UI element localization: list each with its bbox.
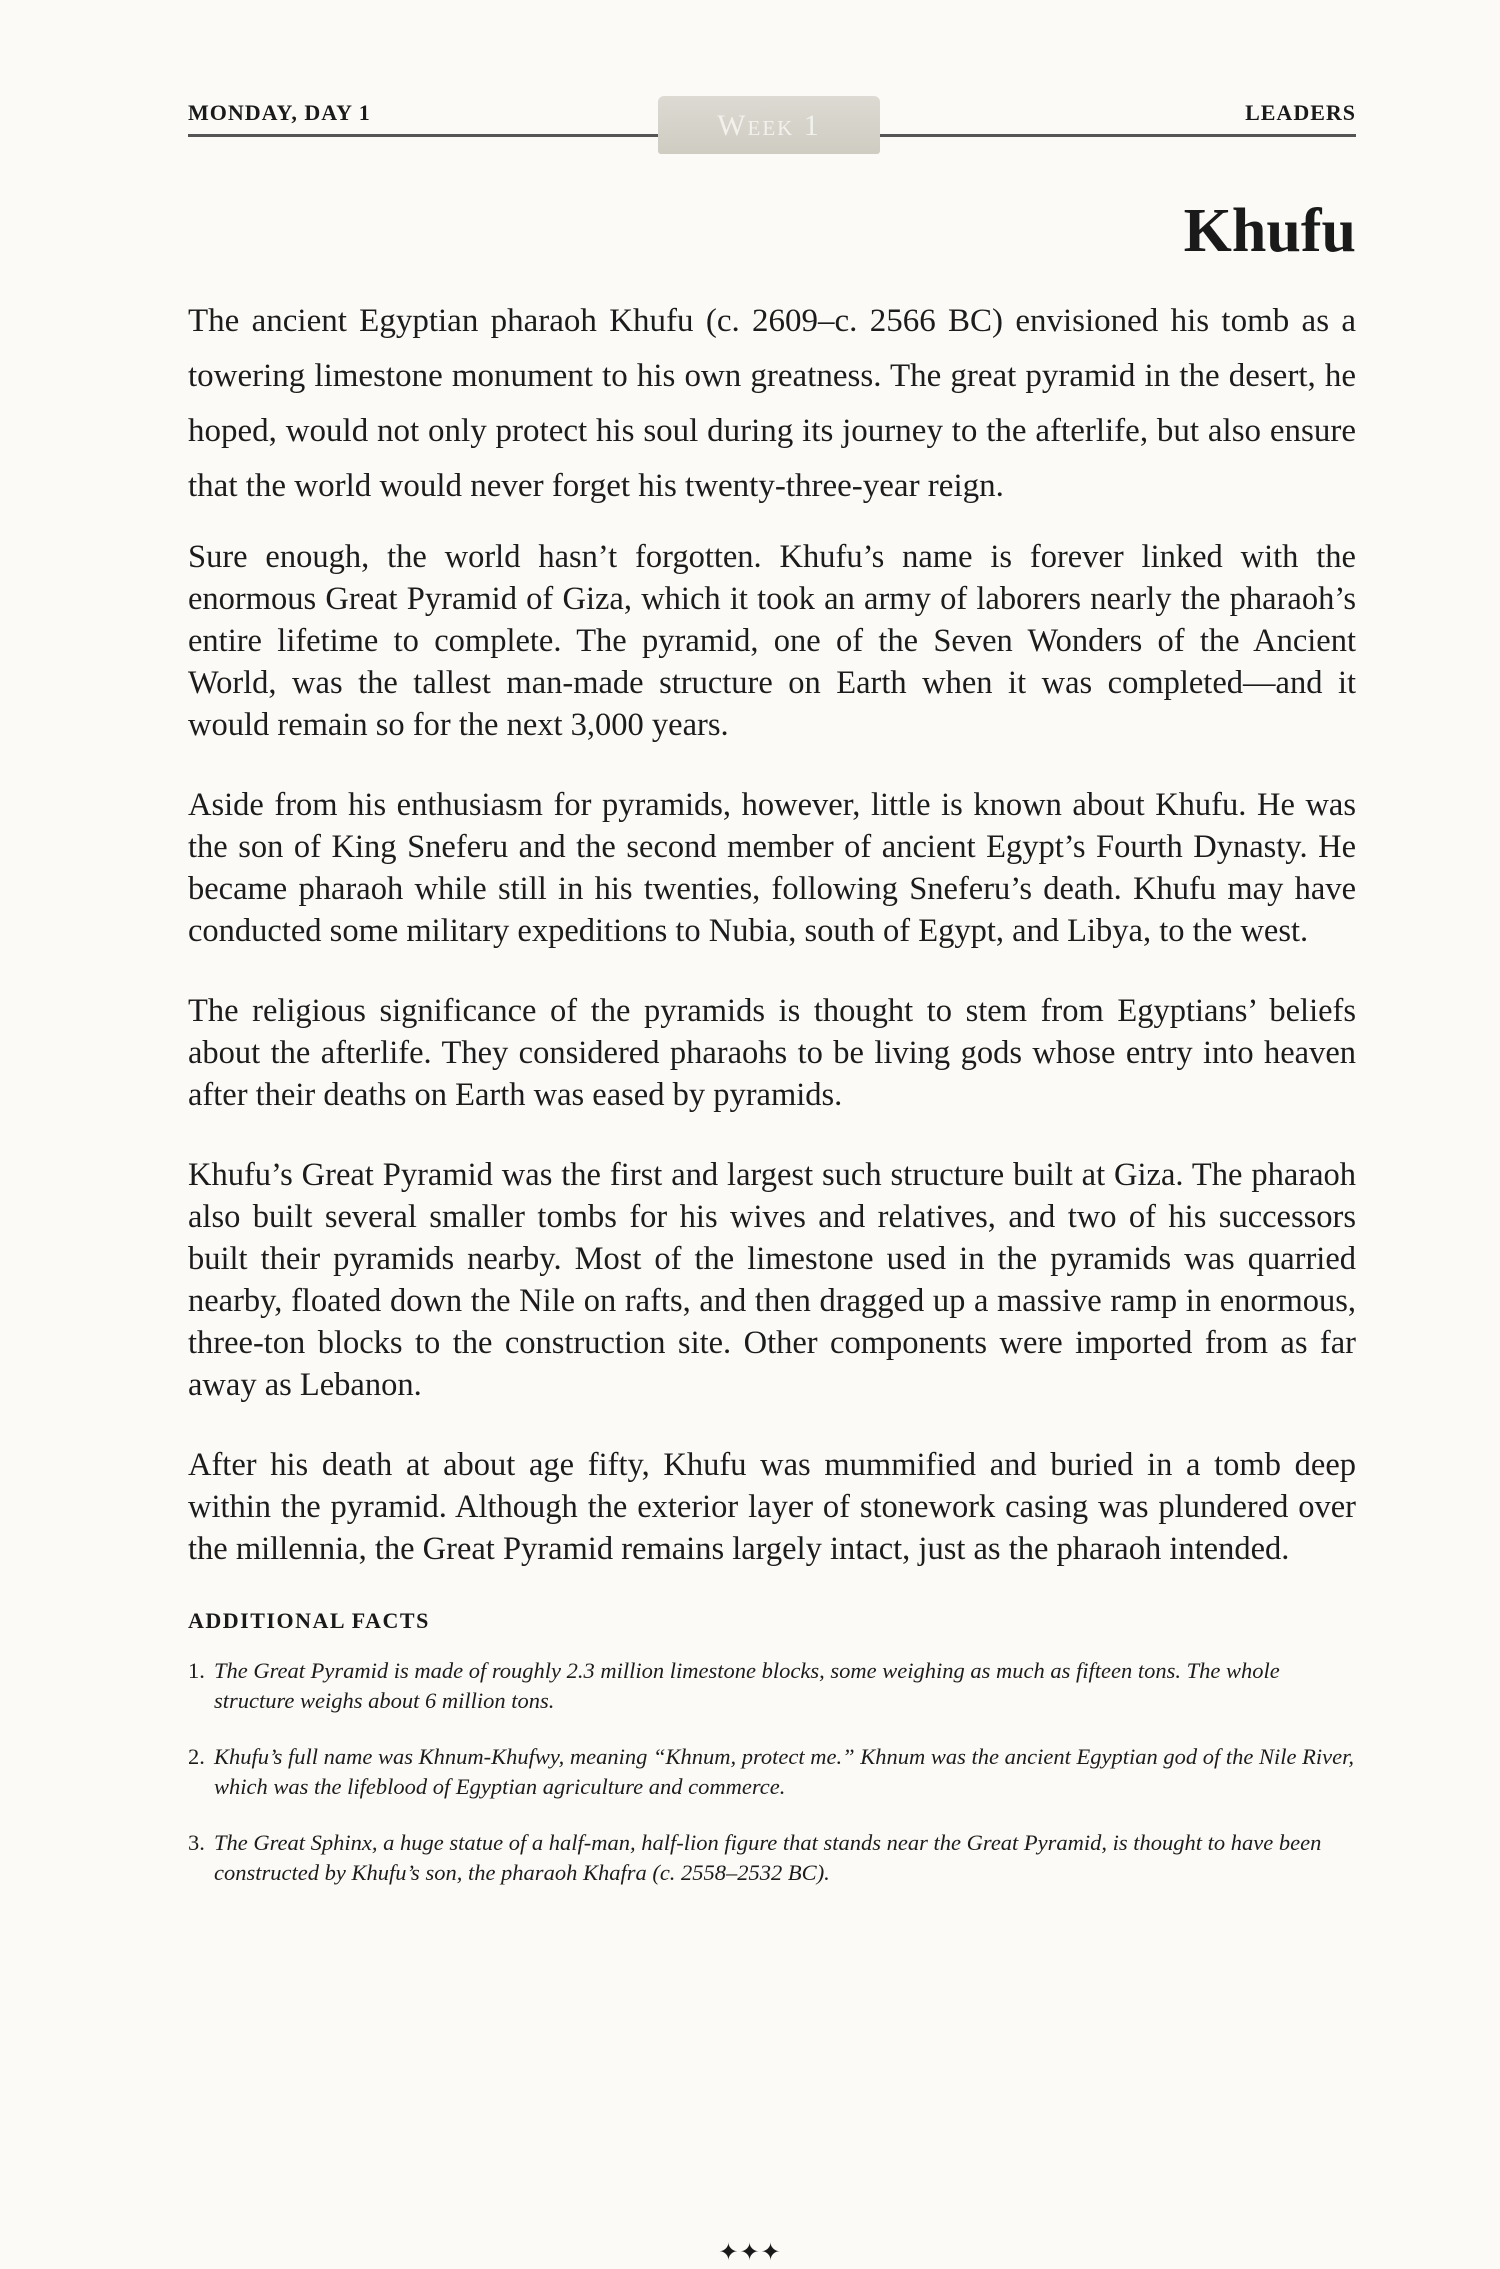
article-body — [188, 294, 1356, 1914]
header-rule-right — [880, 134, 1356, 137]
week-tab: Week 1 — [658, 96, 880, 154]
page-title: Khufu — [1183, 197, 1356, 265]
fact-number: 3. — [188, 1830, 205, 1855]
paragraph-intro: The ancient Egyptian pharaoh Khufu (c. 2609–c. 2566 BC) envisioned his tomb as a towering limestone monument to his own greatness. The great pyramid in the desert, he hoped, would not only protect his soul during its journey to the afterlife, but also ensure that the world would never forget his twenty-three-year reign. — [188, 303, 1356, 504]
day-label: MONDAY, DAY 1 — [188, 100, 371, 125]
paragraph: Aside from his enthusiasm for pyramids, however, little is known about Khufu. He was the son of King Sneferu and the second member of ancient Egypt’s Fourth Dynasty. He became pharaoh while still in his twenties, following Sneferu’s death. Khufu may have conducted some military expeditions to Nubia, south of Egypt, and Libya, to the west. — [188, 787, 1356, 949]
paragraph: Sure enough, the world hasn’t forgotten. Khufu’s name is forever linked with the enormous Great Pyramid of Giza, which it took an army of laborers nearly the pharaoh’s entire lifetime to complete. The pyramid, one of the Seven Wonders of the Ancient World, was the tallest man-made structure on Earth when it was completed—and it would remain so for the next 3,000 years. — [188, 539, 1356, 743]
fact-number: 2. — [188, 1744, 205, 1769]
facts-heading: ADDITIONAL FACTS — [188, 1608, 430, 1633]
running-header — [188, 96, 1356, 146]
fact-number: 1. — [188, 1658, 205, 1683]
paragraph: The religious significance of the pyramids is thought to stem from Egyptians’ beliefs about the afterlife. They considered pharaohs to be living gods whose entry into heaven after their deaths on Earth was eased by pyramids. — [188, 993, 1356, 1113]
fact-text: The Great Sphinx, a huge statue of a half-man, half-lion figure that stands near the Great Pyramid, is thought to have been constructed by Khufu’s son, the pharaoh Khafra (c. 2558–2532 BC). — [214, 1830, 1322, 1885]
section-label: LEADERS — [1245, 100, 1356, 125]
fact-text: The Great Pyramid is made of roughly 2.3 million limestone blocks, some weighing as much as fifteen tons. The whole structure weighs about 6 million tons. — [214, 1658, 1280, 1713]
paragraph: Khufu’s Great Pyramid was the first and largest such structure built at Giza. The pharaoh also built several smaller tombs for his wives and relatives, and two of his successors built their pyramids nearby. Most of the limestone used in the pyramids was quarried nearby, floated down the Nile on rafts, and then dragged up a massive ramp in enormous, three-ton blocks to the construction site. Other components were imported from as far away as Lebanon. — [188, 1157, 1356, 1403]
facts-list — [188, 1656, 1356, 1888]
fact-item — [188, 1828, 1356, 1888]
fact-text: Khufu’s full name was Khnum-Khufwy, meaning “Khnum, protect me.” Khnum was the ancient Egyptian god of the Nile River, which was the lifeblood of Egyptian agriculture and commerce. — [214, 1744, 1354, 1799]
paragraph: After his death at about age fifty, Khufu was mummified and buried in a tomb deep within the pyramid. Although the exterior layer of stonework casing was plundered over the millennia, the Great Pyramid remains largely intact, just as the pharaoh intended. — [188, 1447, 1356, 1567]
end-ornament: ✦✦✦ — [718, 2238, 782, 2266]
fact-item — [188, 1742, 1356, 1802]
fact-item — [188, 1656, 1356, 1716]
header-rule-left — [188, 134, 658, 137]
